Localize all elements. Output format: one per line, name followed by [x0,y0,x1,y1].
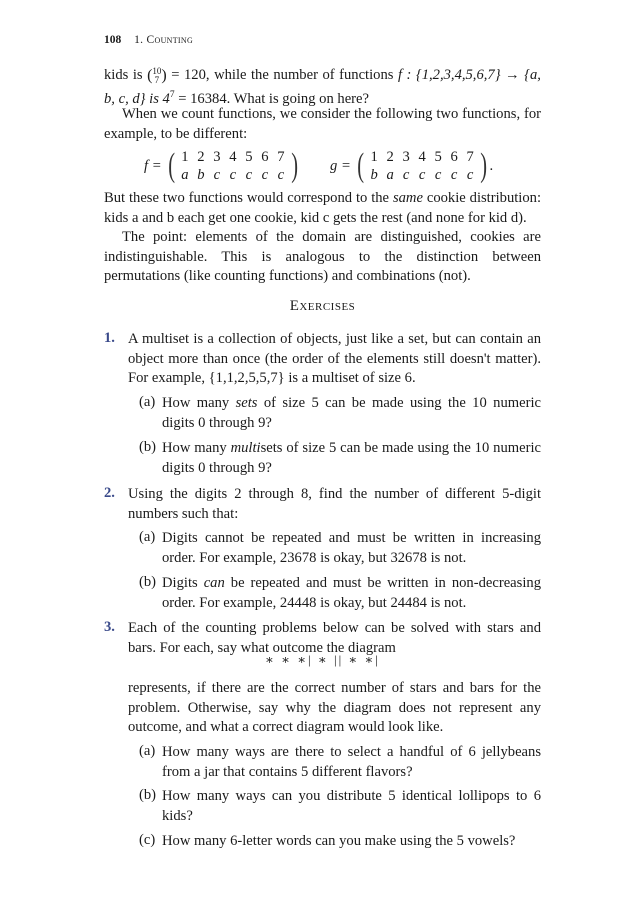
function-signature: f : {1,2,3,4,5,6,7} → [397,67,520,84]
intro-text: {a, b, c, d} is 4 [104,67,541,107]
part-label: (b) [139,574,157,590]
matrix-top-cell: 1 [181,149,189,165]
matrix-bottom-cell: c [261,167,269,183]
matrix-top-cell: 3 [213,149,221,165]
matrix-bottom-cell: c [466,167,474,183]
cookie-paragraph: But these two functions would correspond to the same cookie distribution: kids a and b each get one cookie, kid c gets the rest (and none for kid d). [104,190,542,226]
page-number: 108 [104,34,122,46]
matrix-g: g = ( 1 2 3 4 5 6 7 b a c c c c c ) . [330,147,494,184]
exercise-number: 2. [104,485,115,501]
exercise-text: Using the digits 2 through 8, find the number of different 5-digit numbers such that: [128,486,541,522]
part-label: (b) [139,787,157,803]
matrix-top-cell: 3 [402,149,410,165]
part-text: How many ways can you distribute 5 identical lollipops to 6 kids? [162,788,541,824]
exercise-text-continued: represents, if there are the correct number of stars and bars for the problem. Otherwise, say why the diagram does not represent any outcome, and what a correct diagram would look like. [128,680,541,736]
matrix-bottom-cell: a [386,167,394,183]
matrix-bottom-cell: c [434,167,442,183]
matrix-bottom-cell: c [229,167,237,183]
matrix-top-cell: 2 [386,149,394,165]
matrix-bottom-cell: c [402,167,410,183]
matrix-bottom-cell: c [213,167,221,183]
intro-paragraph: kids is ( 10 7 ) = 120, while the number of functions f : {1,2,3,4,5,6,7} → {a, b, c, d} is $4^7 = 16384$. What is going on here? [104,66,541,107]
section-title: Exercises [289,298,356,314]
exercise-number: 1. [104,330,115,346]
intro-text: = 120, while the number of functions [171,67,394,84]
part-text: How many multisets of size 5 can be made using the 10 numeric digits 0 through 9? [162,440,541,476]
binomial-coefficient: ( 10 7 ) [147,66,167,86]
chapter-title: 1. Counting [134,34,194,46]
exercise-text: Each of the counting problems below can be solved with stars and bars. For each, say what outcome the diagram [128,620,541,656]
part-label: (a) [139,743,156,759]
matrix-top-cell: 2 [197,149,205,165]
matrix-top-cell: 6 [261,149,269,165]
part-text: How many sets of size 5 can be made using the 10 numeric digits 0 through 9? [162,395,541,431]
running-header [104,34,193,46]
matrix-top-cell: 5 [434,149,442,165]
matrix-top-cell: 5 [245,149,253,165]
part-text: Digits cannot be repeated and must be written in increasing order. For example, 23678 is okay, but 32678 is not. [162,530,541,566]
part-text: Digits can be repeated and must be written in non-decreasing order. For example, 24448 is okay, but 24484 is not. [162,575,541,611]
matrix-top-cell: 4 [229,149,237,165]
matrix-bottom-cell: c [450,167,458,183]
functions-paragraph: When we count functions, we consider the following two functions, for example, to be different: [104,106,541,142]
matrix-top-cell: 1 [370,149,378,165]
part-text: How many ways are there to select a handful of 6 jellybeans from a jar that contains 5 different flavors? [162,744,541,780]
matrix-bottom-cell: a [181,167,189,183]
part-label: (a) [139,529,156,545]
intro-text: kids is [104,67,143,84]
matrix-bottom-cell: c [245,167,253,183]
stars-and-bars-diagram: ∗ ∗ ∗| ∗ || ∗ ∗| [265,652,380,667]
part-label: (c) [139,832,156,848]
matrix-g-grid [366,148,478,184]
matrix-top-cell: 7 [466,149,474,165]
part-label: (a) [139,394,156,410]
intro-text: = 16384. What is going on here? [178,90,370,107]
matrix-bottom-cell: b [370,167,378,183]
matrix-bottom-cell: c [277,167,285,183]
part-text: How many 6-letter words can you make using the 5 vowels? [162,833,516,849]
matrix-bottom-cell: c [418,167,426,183]
part-label: (b) [139,439,157,455]
matrix-f: f = ( 1 2 3 4 5 6 7 a b c c c c c ) [144,147,298,184]
point-paragraph: The point: elements of the domain are distinguished, cookies are indistinguishable. This is analogous to the distinction between permutations (like counting functions) and combinations (not). [104,229,541,285]
exercise-number: 3. [104,619,115,635]
function-matrices [104,146,541,186]
exercise-text: A multiset is a collection of objects, just like a set, but can contain an object more than once (the order of the elements still doesn't matter). For example, {1,1,2,5,5,7} is a multiset of size 6. [128,331,541,387]
matrix-bottom-cell: b [197,167,205,183]
matrix-top-cell: 4 [418,149,426,165]
matrix-f-grid [177,148,289,184]
matrix-top-cell: 7 [277,149,285,165]
matrix-top-cell: 6 [450,149,458,165]
